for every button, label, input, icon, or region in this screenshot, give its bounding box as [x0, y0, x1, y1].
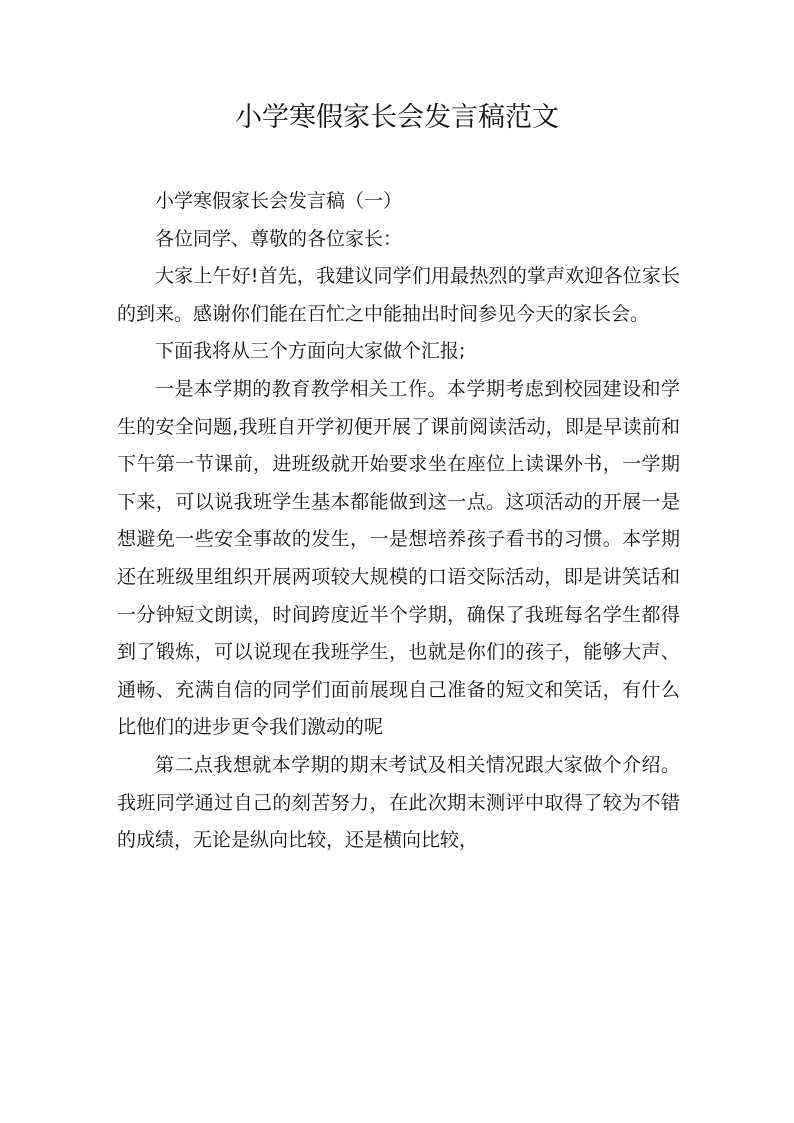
section-heading: 小学寒假家长会发言稿（一） [155, 190, 403, 212]
paragraph-point-two: 第二点我想就本学期的期末考试及相关情况跟大家做个介绍。我班同学通过自己的刻苦努力，在此次期末测评中取得了较为不错的成绩，无论是纵向比较，还是横向比较， [117, 753, 680, 852]
document-body [117, 183, 680, 860]
paragraph-overview: 下面我将从三个方面向大家做个汇报; [155, 340, 466, 363]
salutation: 各位同学、尊敬的各位家长： [155, 227, 403, 250]
paragraph-greeting: 大家上午好!首先，我建议同学们用最热烈的掌声欢迎各位家长的到来。感谢你们能在百忙之中能抽出时间参见今天的家长会。 [117, 265, 680, 325]
document-title: 小学寒假家长会发言稿范文 [235, 102, 559, 133]
paragraph-point-one: 一是本学期的教育教学相关工作。本学期考虑到校园建设和学生的安全问题,我班自开学初便开展了课前阅读活动，即是早读前和下午第一节课前，进班级就开始要求坐在座位上读课外书，一学期下来，可以说我班学生基本都能做到这一点。这项活动的开展一是想避免一些安全事故的发生，一是想培养孩子看书的习惯。本学期还在班级里组织开展两项较大规模的口语交际活动，即是讲笑话和一分钟短文朗读，时间跨度近半个学期，确保了我班每名学生都得到了锻炼，可以说现在我班学生，也就是你们的孩子，能够大声、通畅、充满自信的同学们面前展现自己准备的短文和笑话，有什么比他们的进步更令我们激动的呢 [117, 377, 680, 739]
